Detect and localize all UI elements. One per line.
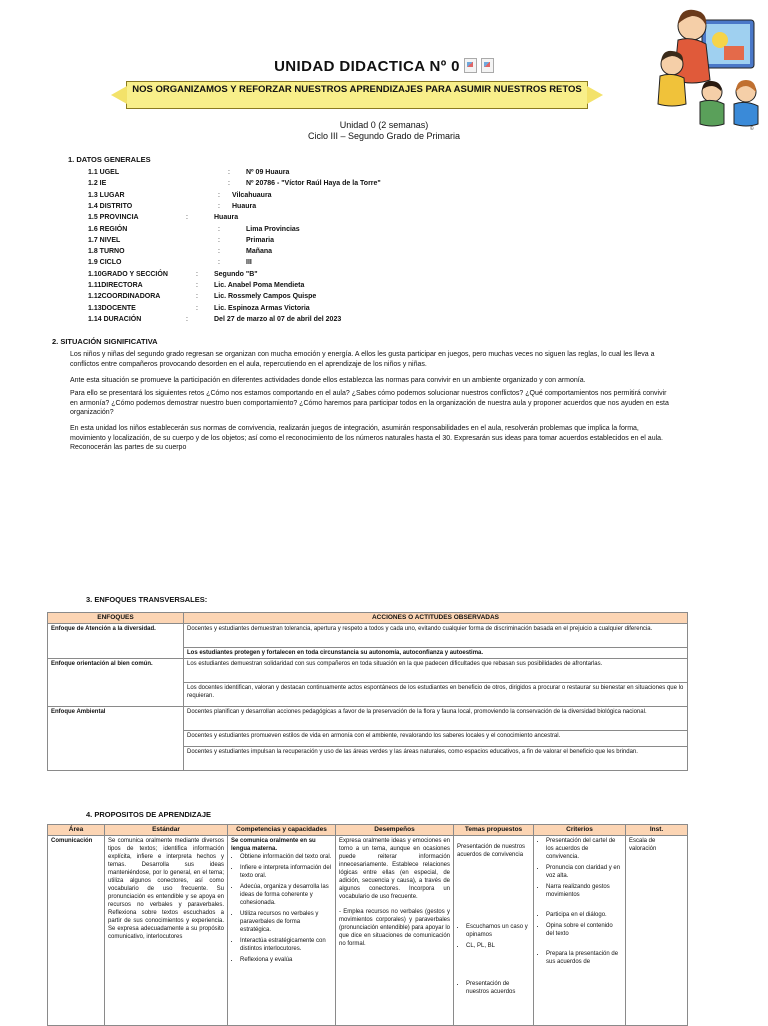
broken-image-icon [464, 58, 477, 73]
criterio-item: • Pronuncia con claridad y en voz alta. [546, 864, 622, 880]
enfoque-action: Docentes y estudiantes impulsan la recuperación y uso de las áreas verdes y las áreas naturales, como espacios educativos, a fin de valorar el beneficio que les brindan. [184, 747, 688, 771]
estandar-cell: Se comunica oralmente mediante diversos tipos de textos; identifica información explícita, infiere e interpreta hechos y temas. Desarrolla sus ideas manteniéndose, por lo general, en el tema; utiliza algunos conectores, así como vocabulario de uso frecuente. Su pronunciación es entendible y se apoya en recursos no verbales y paraverbales. Reflexiona sobre textos escuchados a partir de sus conocimientos y experiencia. Se expresa adecuadamente a su propósito comunicativo, interlocutores [105, 836, 228, 1026]
temas-list [457, 980, 530, 996]
datos-label: 1.13DOCENTE [88, 304, 136, 312]
tema-item: • Presentación de nuestros acuerdos [466, 980, 530, 996]
title-banner [126, 81, 588, 109]
area-cell: Comunicación [48, 836, 105, 1026]
header-desempenos: Desempeños [336, 825, 454, 836]
cycle-label: Ciclo III – Segundo Grado de Primaria [307, 131, 461, 141]
datos-label: 1.7 NIVEL [88, 236, 121, 244]
header-competencias: Competencias y capacidades [228, 825, 336, 836]
tema-item: • Escuchamos un caso y opinamos [466, 923, 530, 939]
enfoque-name: Enfoque orientación al bien común. [48, 659, 184, 707]
datos-value: Lic. Espinoza Armas Victoria [214, 304, 310, 312]
inst-cell: Escala de valoración [626, 836, 688, 1026]
datos-separator: : [218, 191, 220, 199]
datos-value: Huaura [214, 214, 239, 222]
enfoque-action: Docentes y estudiantes promueven estilos de vida en armonía con el ambiente, revalorando los saberes locales y el conocimiento ancestral. [184, 731, 688, 747]
banner-text: NOS ORGANIZAMOS Y REFORZAR NUESTROS APRENDIZAJES PARA ASUMIR NUESTROS RETOS [132, 84, 582, 95]
competencia-title: Se comunica oralmente en su lengua materna. [231, 838, 316, 852]
criterio-item: • Opina sobre el contenido del texto [546, 922, 622, 938]
capacidad-item: • Utiliza recursos no verbales y paraverbales de forma estratégica. [240, 910, 332, 934]
datos-label: 1.11DIRECTORA [88, 282, 143, 289]
datos-separator: : [228, 169, 230, 176]
datos-separator: : [196, 270, 198, 278]
criterio-item: • Narra realizando gestos movimientos [546, 883, 622, 899]
datos-label: 1.1 UGEL [88, 169, 120, 176]
enfoque-name: Enfoque de Atención a la diversidad. [48, 624, 184, 659]
datos-label: 1.6 REGIÓN [88, 225, 128, 233]
temas-cell [454, 836, 534, 1026]
datos-label: 1.8 TURNO [88, 248, 125, 256]
competencias-cell [228, 836, 336, 1026]
broken-image-icon [481, 58, 494, 73]
header-inst: Inst. [626, 825, 688, 836]
datos-label: 1.10GRADO Y SECCIÓN [88, 270, 168, 278]
unit-label: Unidad 0 (2 semanas) [339, 120, 429, 130]
datos-label: 1.5 PROVINCIA [88, 214, 139, 222]
datos-value: III [246, 259, 252, 267]
criterio-item: • Presentación del cartel de los acuerdos de convivencia. [546, 837, 622, 861]
enfoques-col-header: ENFOQUES [48, 613, 184, 624]
enfoques-table [47, 612, 688, 771]
datos-separator: : [186, 315, 188, 323]
propositos-heading: 4. PROPOSITOS DE APRENDIZAJE [86, 810, 212, 819]
capacidad-item: • Adecúa, organiza y desarrolla las ideas de forma coherente y cohesionada. [240, 883, 332, 907]
enfoque-action: Los docentes identifican, valoran y destacan continuamente actos espontáneos de los estudiantes en beneficio de otros, dirigidos a procurar o restaurar su bienestar en situaciones que lo requieran. [184, 683, 688, 707]
tema-item: Presentación de nuestros acuerdos de convivencia [457, 844, 526, 858]
datos-separator: : [218, 236, 220, 244]
temas-list [457, 923, 530, 950]
illustration-credit: © [750, 126, 754, 132]
situacion-heading: 2. SITUACIÓN SIGNIFICATIVA [52, 337, 158, 346]
datos-value: Huaura [232, 202, 257, 210]
situacion-paragraph-2: Ante esta situación se promueve la participación en diferentes actividades donde ellos establezca las normas para convivir en un ambiente organizado y con armonía. [70, 377, 586, 384]
page-title [0, 58, 768, 75]
capacidad-item: • Reflexiona y evalúa [240, 956, 332, 964]
datos-value: Del 27 de marzo al 07 de abril del 2023 [214, 315, 342, 323]
capacidad-item: • Obtiene información del texto oral. [240, 853, 332, 861]
propositos-table [47, 824, 688, 1026]
datos-separator: : [196, 293, 198, 301]
datos-value: Nº 20786 - "Víctor Raúl Haya de la Torre" [246, 180, 381, 188]
criterio-item: • Prepara la presentación de sus acuerdos de [546, 950, 622, 966]
datos-separator: : [196, 282, 198, 289]
title-text: UNIDAD DIDACTICA Nº 0 [274, 58, 460, 75]
tema-item: • CL, PL, BL [466, 942, 530, 950]
situacion-paragraph-4: En esta unidad los niños establecerán sus normas de convivencia, realizarán juegos de integración, asumirán responsabilidades en el aula, resolverán problemas que implica la forma, movimiento y localización, de su cuerpo y de los objetos; así como el reconocimiento de los números naturales hasta el 30. Expresarán sus ideas para tomar acuerdos establecidos en el aula. Reconocerán las partes de su cuerpo [70, 425, 663, 451]
datos-separator: : [228, 180, 230, 188]
situacion-paragraph-3: Para ello se presentará los siguientes retos ¿Cómo nos estamos comportando en el aula? ¿Sabes cómo podemos solucionar nuestros conflictos? ¿Qué comportamientos nos permitirá convivir en armonía? ¿Cómo podemos demostrar nuestro buen comportamiento? ¿Cómo haremos para participar todos en la organización de nuestra aula y proponer acuerdos que nos ayuden en esta organización? [70, 390, 669, 416]
enfoques-heading: 3. ENFOQUES TRANSVERSALES: [86, 595, 208, 604]
datos-label: 1.4 DISTRITO [88, 202, 133, 210]
desempeno-item: - Emplea recursos no verbales (gestos y movimientos corporales) y paraverbales (pronunciación entendible) para apoyar lo que dice en situaciones de comunicación no formal. [339, 909, 450, 947]
datos-value: Nº 09 Huaura [246, 169, 290, 176]
datos-value: Primaria [246, 236, 275, 244]
enfoque-name: Enfoque Ambiental [48, 707, 184, 771]
datos-value: Lic. Rossmely Campos Quispe [214, 293, 317, 301]
datos-value: Segundo "B" [214, 270, 258, 278]
header-estandar: Estándar [105, 825, 228, 836]
datos-separator: : [218, 202, 220, 210]
datos-label: 1.12COORDINADORA [88, 293, 161, 301]
datos-value: Lima Provincias [246, 225, 300, 233]
datos-value: Lic. Anabel Poma Mendieta [214, 282, 305, 289]
datos-separator: : [196, 304, 198, 312]
datos-separator: : [218, 225, 220, 233]
datos-separator: : [218, 248, 220, 256]
criterio-item: • Participa en el diálogo. [546, 911, 622, 919]
capacidad-item: • Interactúa estratégicamente con distintos interlocutores. [240, 937, 332, 953]
datos-label: 1.9 CICLO [88, 259, 122, 267]
datos-heading: 1. DATOS GENERALES [68, 155, 151, 164]
acciones-col-header: ACCIONES O ACTITUDES OBSERVADAS [184, 613, 688, 624]
datos-separator: : [218, 259, 220, 267]
datos-label: 1.14 DURACIÓN [88, 315, 142, 323]
capacidades-list [231, 853, 332, 964]
enfoque-action: Docentes planifican y desarrollan acciones pedagógicas a favor de la preservación de la flora y fauna local, promoviendo la conservación de la diversidad biológica nacional. [184, 707, 688, 731]
capacidad-item: • Infiere e interpreta información del texto oral. [240, 864, 332, 880]
desempenos-cell [336, 836, 454, 1026]
enfoque-action: Los estudiantes protegen y fortalecen en toda circunstancia su autonomía, autoconfianza y autoestima. [184, 648, 688, 659]
datos-label: 1.3 LUGAR [88, 191, 125, 199]
enfoque-action: Docentes y estudiantes demuestran tolerancia, apertura y respeto a todos y cada uno, evitando cualquier forma de discriminación basada en el prejuicio a cualquier diferencia. [184, 624, 688, 648]
desempeno-item: Expresa oralmente ideas y emociones en torno a un tema, aunque en ocasiones puede reiterar información innecesariamente. Establece relaciones lógicas entre ellas (en especial, de adición, secuencia y causa), a través de algunos conectores. Incorpora un vocabulario de uso frecuente. [339, 838, 450, 900]
header-temas: Temas propuestos [454, 825, 534, 836]
situacion-paragraph-1: Los niños y niñas del segundo grado regresan se organizan con mucha emoción y energía. A ellos les gusta participar en juegos, pero muchas veces no siguen las reglas, lo cual les lleva a conflictos entre compañeros provocando desorden en el aula, repercutiendo en el aprendizaje de los niños y niñas. [70, 351, 655, 368]
header-criterios: Criterios [534, 825, 626, 836]
enfoque-action: Los estudiantes demuestran solidaridad con sus compañeros en toda situación en la que padecen dificultades que rebasan sus posibilidades de afrontarlas. [184, 659, 688, 683]
datos-label: 1.2 IE [88, 180, 107, 188]
datos-value: Mañana [246, 248, 273, 256]
criterios-list [537, 837, 622, 966]
datos-separator: : [186, 214, 188, 222]
datos-value: Vilcahuaura [232, 191, 272, 199]
header-area: Área [48, 825, 105, 836]
criterios-cell [534, 836, 626, 1026]
